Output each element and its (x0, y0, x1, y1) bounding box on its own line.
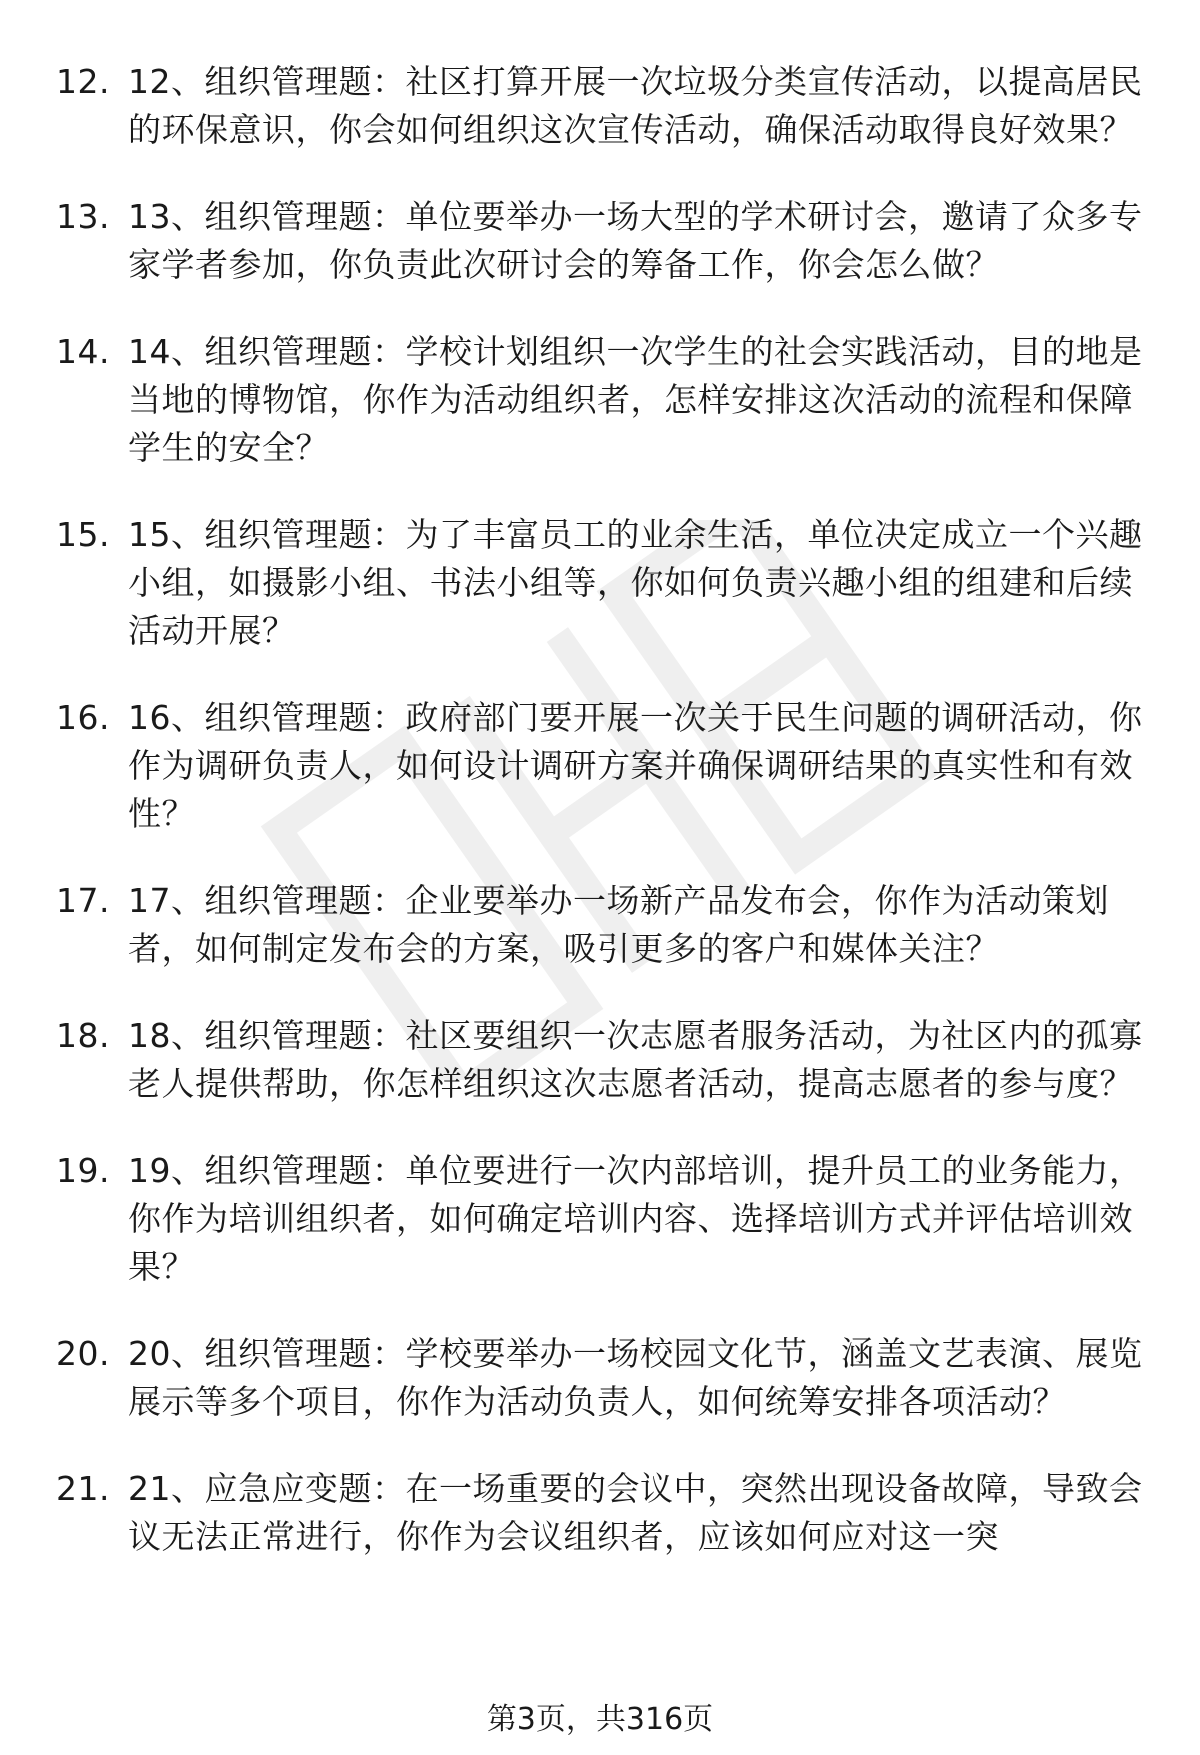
question-text: 21、应急应变题：在一场重要的会议中，突然出现设备故障，导致会议无法正常进行，你作为会议组织者，应该如何应对这一突 (128, 1469, 1143, 1556)
question-number: 15. (56, 515, 110, 554)
question-number: 16. (56, 698, 110, 737)
question-item (56, 1330, 1146, 1426)
question-list (56, 58, 1146, 1600)
question-number: 13. (56, 197, 110, 236)
question-text: 13、组织管理题：单位要举办一场大型的学术研讨会，邀请了众多专家学者参加，你负责此次研讨会的筹备工作，你会怎么做？ (128, 197, 1143, 284)
question-number: 19. (56, 1151, 110, 1190)
question-item (56, 694, 1146, 838)
question-item (56, 511, 1146, 655)
question-text: 17、组织管理题：企业要举办一场新产品发布会，你作为活动策划者，如何制定发布会的方案，吸引更多的客户和媒体关注？ (128, 881, 1109, 968)
question-number: 18. (56, 1016, 110, 1055)
question-item (56, 1147, 1146, 1291)
question-number: 14. (56, 332, 110, 371)
question-text: 14、组织管理题：学校计划组织一次学生的社会实践活动，目的地是当地的博物馆，你作为活动组织者，怎样安排这次活动的流程和保障学生的安全？ (128, 332, 1143, 467)
question-number: 12. (56, 62, 110, 101)
question-number: 21. (56, 1469, 110, 1508)
question-item (56, 1012, 1146, 1108)
question-item (56, 193, 1146, 289)
question-item (56, 58, 1146, 154)
question-text: 15、组织管理题：为了丰富员工的业余生活，单位决定成立一个兴趣小组，如摄影小组、书法小组等，你如何负责兴趣小组的组建和后续活动开展？ (128, 515, 1143, 650)
question-item (56, 877, 1146, 973)
question-text: 18、组织管理题：社区要组织一次志愿者服务活动，为社区内的孤寡老人提供帮助，你怎样组织这次志愿者活动，提高志愿者的参与度？ (128, 1016, 1143, 1103)
question-text: 12、组织管理题：社区打算开展一次垃圾分类宣传活动，以提高居民的环保意识，你会如何组织这次宣传活动，确保活动取得良好效果？ (128, 62, 1143, 149)
question-item (56, 328, 1146, 472)
question-text: 20、组织管理题：学校要举办一场校园文化节，涵盖文艺表演、展览展示等多个项目，你作为活动负责人，如何统筹安排各项活动？ (128, 1334, 1143, 1421)
page-footer: 第3页，共316页 (486, 1702, 714, 1737)
question-text: 19、组织管理题：单位要进行一次内部培训，提升员工的业务能力，你作为培训组织者，如何确定培训内容、选择培训方式并评估培训效果？ (128, 1151, 1143, 1286)
question-item (56, 1465, 1146, 1561)
question-number: 20. (56, 1334, 110, 1373)
question-text: 16、组织管理题：政府部门要开展一次关于民生问题的调研活动，你作为调研负责人，如何设计调研方案并确保调研结果的真实性和有效性？ (128, 698, 1143, 833)
question-number: 17. (56, 881, 110, 920)
